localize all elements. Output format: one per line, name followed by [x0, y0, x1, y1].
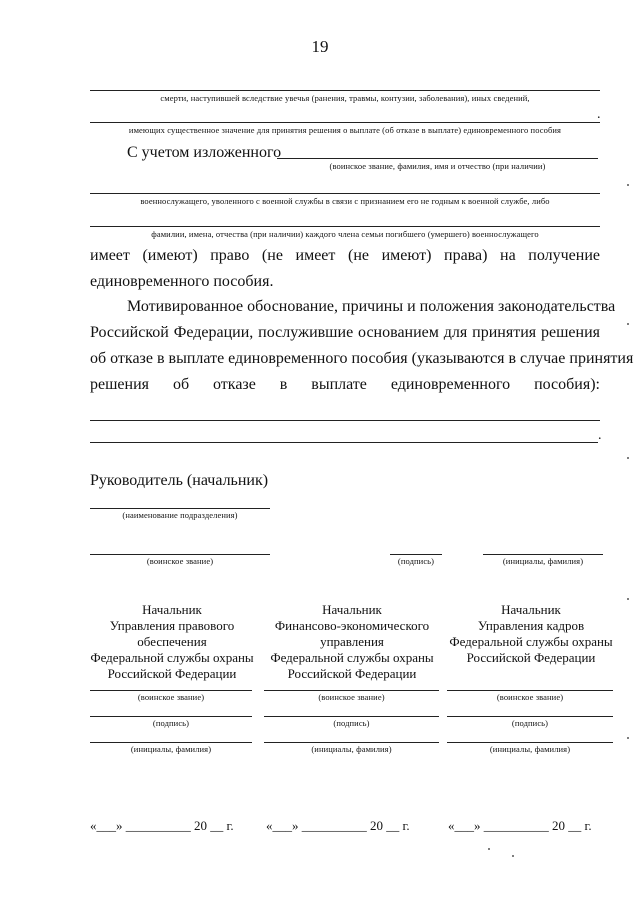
col-1-rank-line[interactable]	[90, 690, 252, 691]
reason-line-1: Мотивированное обоснование, причины и положения законодательства	[127, 298, 616, 315]
head-signature-line[interactable]	[390, 554, 442, 555]
scan-speck	[627, 457, 629, 459]
col-2-signature-line[interactable]	[264, 716, 439, 717]
col-2-line-1: Начальник	[322, 602, 382, 617]
has-right-line-2: единовременного пособия.	[90, 273, 274, 290]
col-1-signature-line[interactable]	[90, 716, 252, 717]
reason-line-3: об отказе в выплате единовременного пособия (указываются в случае принятия	[90, 350, 634, 367]
col-2-line-4: Федеральной службы охраны	[270, 650, 434, 665]
col-1-caption-signature: (подпись)	[152, 718, 190, 728]
caption-unit-name: (наименование подразделения)	[122, 510, 238, 520]
head-initials-line[interactable]	[483, 554, 603, 555]
reason-line-blank-1[interactable]	[90, 420, 600, 421]
head-rank-line[interactable]	[90, 554, 270, 555]
col-2-rank-line[interactable]	[264, 690, 439, 691]
col-2-line-5: Российской Федерации	[287, 666, 417, 681]
col-2-line-3: управления	[320, 634, 384, 649]
col-3-line-1: Начальник	[501, 602, 561, 617]
col-2-caption-signature: (подпись)	[333, 718, 370, 728]
col-1-line-1: Начальник	[142, 602, 202, 617]
head-title: Руководитель (начальник)	[90, 472, 269, 489]
col-1-initials-line[interactable]	[90, 742, 252, 743]
col-2-line-2: Финансово-экономического	[274, 618, 430, 633]
col-1-title	[87, 602, 257, 682]
col-1-line-5: Российской Федерации	[107, 666, 237, 681]
col-3-caption-signature: (подпись)	[511, 718, 549, 728]
col-3-initials-line[interactable]	[447, 742, 613, 743]
col-1-line-2: Управления правового	[109, 618, 235, 633]
scan-speck	[627, 737, 629, 739]
scan-speck	[627, 184, 629, 186]
line-serviceman[interactable]	[90, 193, 600, 194]
reason-line-4: решения об отказе в выплате единовременного пособия):	[90, 376, 600, 393]
caption-important-info: имеющих существенное значение для принятия решения о выплате (об отказе в выплате) единовременного пособия	[128, 125, 562, 135]
caption-serviceman: военнослужащего, уволенного с военной службы в связи с признанием его не годным к военной службе, либо	[140, 196, 550, 206]
reason-line-2: Российской Федерации, послужившие основанием для принятия решения	[90, 324, 600, 341]
scan-speck	[488, 848, 490, 850]
col-3-date[interactable]: «___» __________ 20 __ г.	[448, 818, 592, 833]
scan-speck	[627, 598, 629, 600]
caption-family: фамилии, имена, отчества (при наличии) каждого члена семьи погибшего (умершего) военнослужащего	[151, 229, 539, 239]
col-2-caption-rank: (воинское звание)	[318, 692, 385, 702]
col-3-line-3: Федеральной службы охраны	[449, 634, 613, 649]
col-3-signature-line[interactable]	[447, 716, 613, 717]
period-mark: .	[597, 107, 601, 122]
rank-name-line[interactable]	[277, 158, 598, 159]
col-3-rank-line[interactable]	[447, 690, 613, 691]
col-1-caption-initials: (инициалы, фамилия)	[130, 744, 212, 754]
line-family[interactable]	[90, 226, 600, 227]
caption-death: смерти, наступившей вследствие увечья (ранения, травмы, контузии, заболевания), иных сведений,	[160, 93, 530, 103]
caption-head-initials: (инициалы, фамилия)	[502, 556, 584, 566]
unit-name-line[interactable]	[90, 508, 270, 509]
considering-label: С учетом изложенного	[127, 144, 282, 161]
col-2-initials-line[interactable]	[264, 742, 439, 743]
col-1-date[interactable]: «___» __________ 20 __ г.	[90, 818, 234, 833]
scan-speck	[512, 855, 514, 857]
col-1-line-4: Федеральной службы охраны	[90, 650, 254, 665]
period-mark: .	[598, 428, 602, 443]
reason-line-blank-2[interactable]	[90, 442, 598, 443]
col-3-caption-rank: (воинское звание)	[496, 692, 564, 702]
caption-head-signature: (подпись)	[397, 556, 435, 566]
col-1-line-3: обеспечения	[137, 634, 207, 649]
col-2-date[interactable]: «___» __________ 20 __ г.	[266, 818, 410, 833]
col-2-caption-initials: (инициалы, фамилия)	[311, 744, 392, 754]
line-2[interactable]	[90, 122, 600, 123]
scan-speck	[627, 323, 629, 325]
line-1[interactable]	[90, 90, 600, 91]
col-3-line-2: Управления кадров	[477, 618, 585, 633]
caption-rank-name: (воинское звание, фамилия, имя и отчество (при наличии)	[329, 161, 546, 171]
page-number: 19	[311, 37, 329, 56]
has-right-line-1: имеет (имеют) право (не имеет (не имеют) права) на получение	[90, 247, 600, 264]
col-3-caption-initials: (инициалы, фамилия)	[489, 744, 571, 754]
col-1-caption-rank: (воинское звание)	[137, 692, 205, 702]
col-3-title	[446, 602, 616, 666]
caption-head-rank: (воинское звание)	[146, 556, 214, 566]
col-3-line-4: Российской Федерации	[466, 650, 596, 665]
col-2-title	[267, 602, 437, 682]
